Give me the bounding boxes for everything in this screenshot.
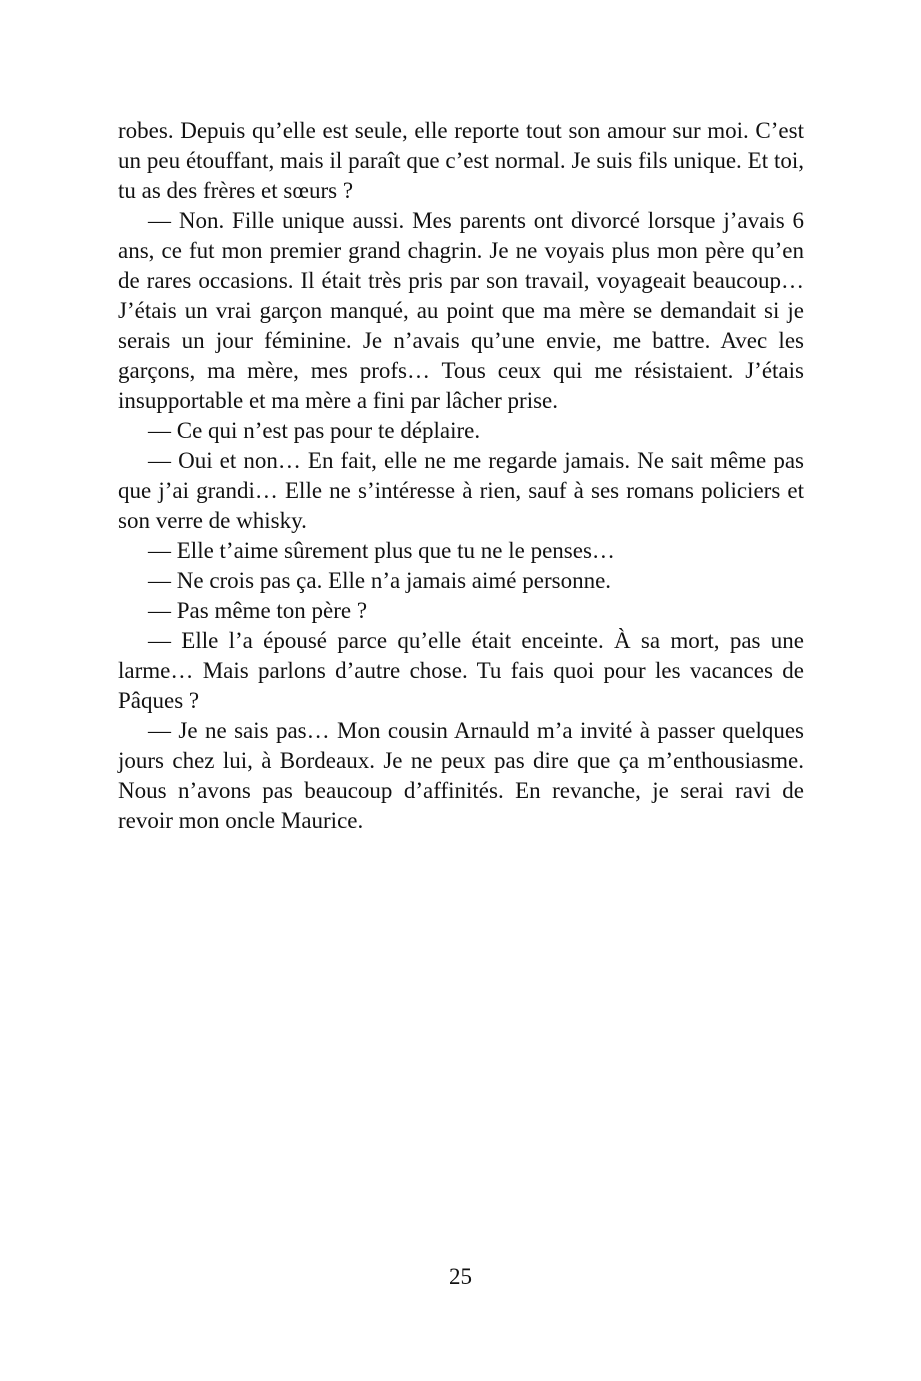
page-number: 25 [449, 1264, 472, 1289]
dialogue-paragraph: — Ce qui n’est pas pour te déplaire. [148, 418, 481, 443]
body-text [118, 116, 804, 836]
dialogue-paragraph: — Pas même ton père ? [148, 598, 368, 623]
dialogue-paragraph: — Non. Fille unique aussi. Mes parents ont divorcé lorsque j’avais 6 ans, ce fut mon premier grand chagrin. Je ne voyais plus mon père qu’en de rares occasions. Il était très pris par son travail, voyageait beaucoup… J’étais un vrai garçon manqué, au point que ma mère se demandait si je serais un jour féminine. Je n’avais qu’une envie, me battre. Avec les garçons, ma mère, mes profs… Tous ceux qui me résistaient. J’étais insupportable et ma mère a fini par lâcher prise. [118, 208, 804, 413]
paragraph-continuation: robes. Depuis qu’elle est seule, elle reporte tout son amour sur moi. C’est un peu étouffant, mais il paraît que c’est normal. Je suis fils unique. Et toi, tu as des frères et sœurs ? [118, 118, 804, 203]
dialogue-paragraph: — Elle t’aime sûrement plus que tu ne le penses… [148, 538, 615, 563]
dialogue-paragraph: — Elle l’a épousé parce qu’elle était enceinte. À sa mort, pas une larme… Mais parlons d’autre chose. Tu fais quoi pour les vacances de Pâques ? [118, 628, 804, 713]
dialogue-paragraph: — Oui et non… En fait, elle ne me regarde jamais. Ne sait même pas que j’ai grandi… Elle ne s’intéresse à rien, sauf à ses romans policiers et son verre de whisky. [118, 448, 804, 533]
dialogue-paragraph: — Je ne sais pas… Mon cousin Arnauld m’a invité à passer quelques jours chez lui, à Bordeaux. Je ne peux pas dire que ça m’enthousiasme. Nous n’avons pas beaucoup d’affinités. En revanche, je serai ravi de revoir mon oncle Maurice. [118, 718, 804, 833]
dialogue-paragraph: — Ne crois pas ça. Elle n’a jamais aimé personne. [148, 568, 612, 593]
